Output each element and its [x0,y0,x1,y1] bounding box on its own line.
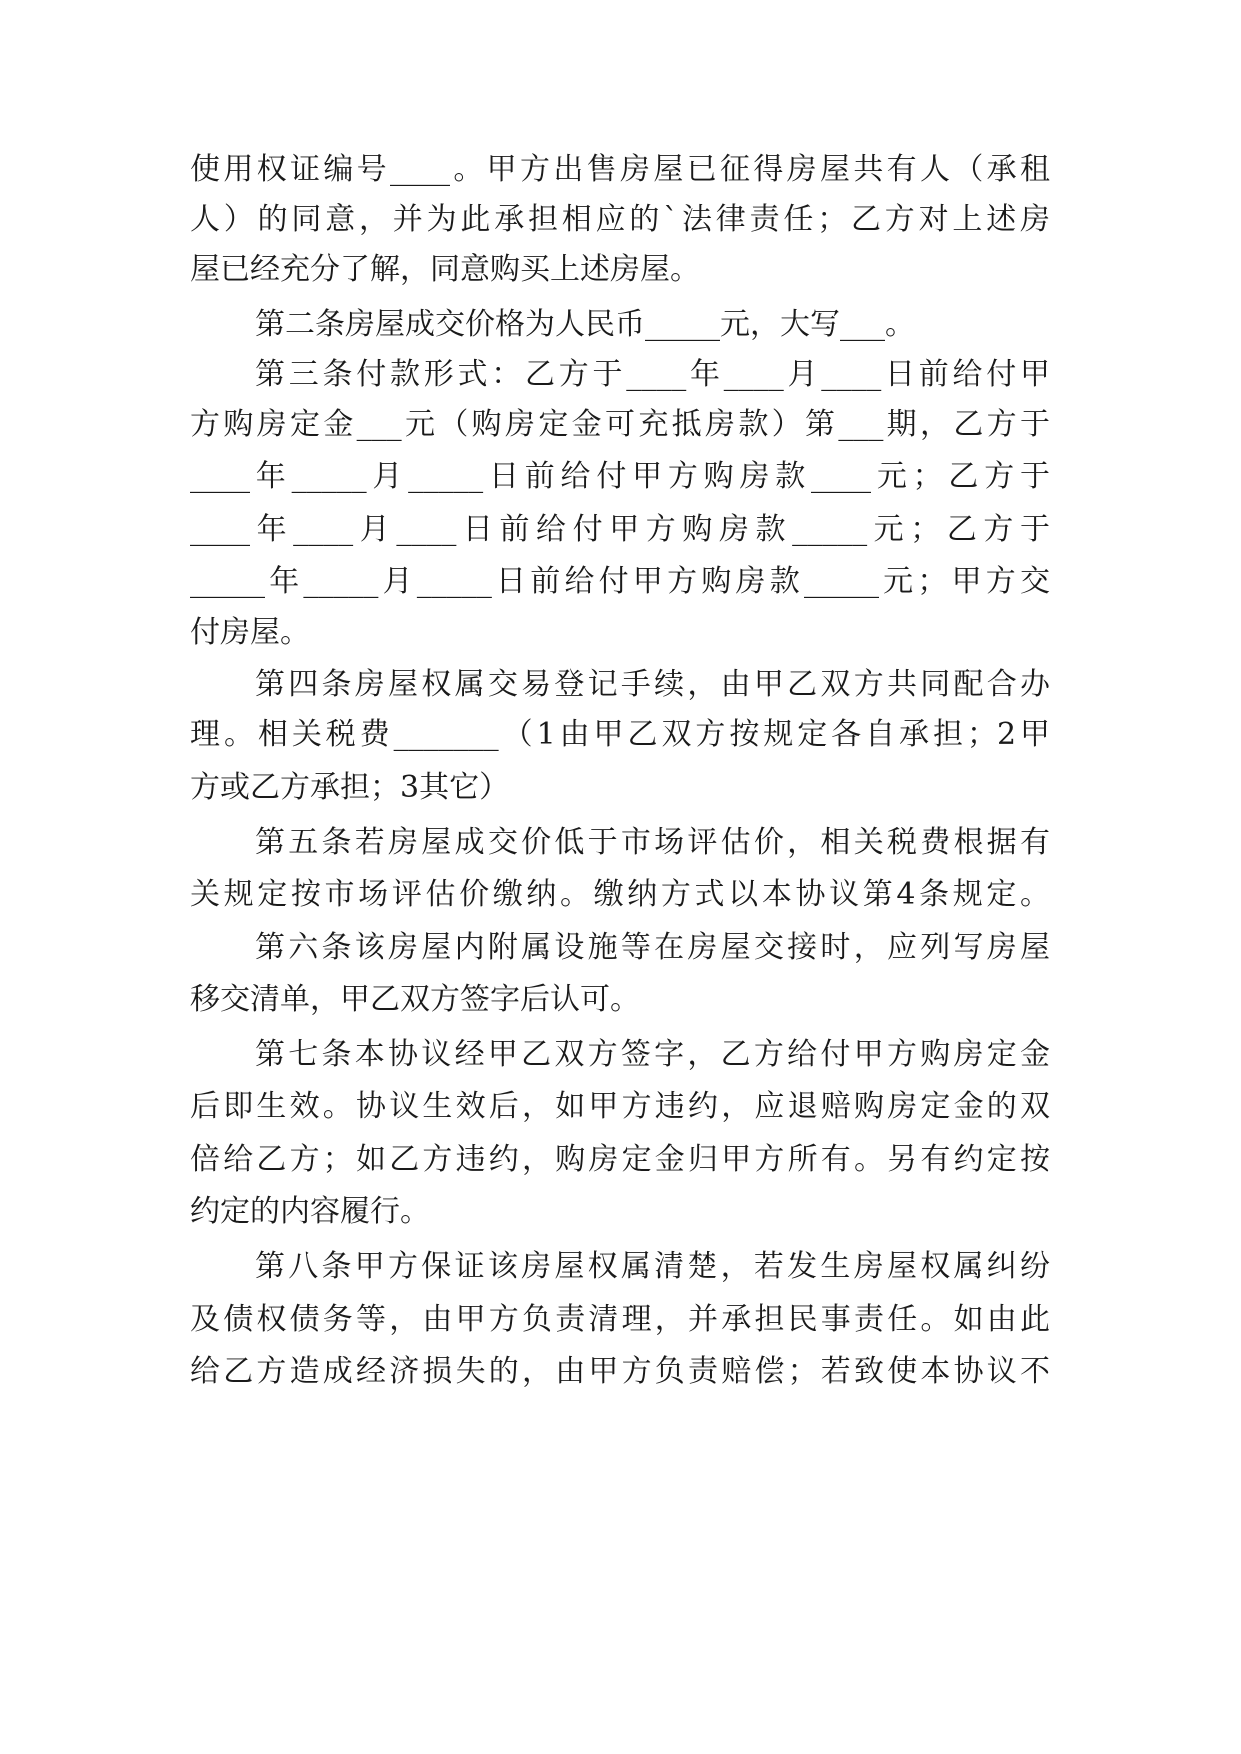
clause-4-line: 第四条房屋权属交易登记手续，由甲乙双方共同配合办 [255,667,1050,702]
text-line: 移交清单，甲乙双方签字后认可。 [190,982,640,1017]
text-line: 付房屋。 [190,615,310,650]
text-line: 屋已经充分了解，同意购买上述房屋。 [190,252,700,287]
text-line: 给乙方造成经济损失的，由甲方负责赔偿；若致使本协议不 [190,1354,1050,1389]
clause-3-line: 第三条付款形式：乙方于____年____月____日前给付甲 [255,357,1050,392]
text-line: 使用权证编号____。甲方出售房屋已征得房屋共有人（承租 [190,152,1050,187]
clause-2-line: 第二条房屋成交价格为人民币_____元，大写___。 [255,307,915,342]
text-line: 倍给乙方；如乙方违约，购房定金归甲方所有。另有约定按 [190,1142,1050,1177]
text-line: 人）的同意，并为此承担相应的`法律责任；乙方对上述房 [190,202,1050,237]
text-line: 关规定按市场评估价缴纳。缴纳方式以本协议第4条规定。 [190,877,1050,912]
clause-8-line: 第八条甲方保证该房屋权属清楚，若发生房屋权属纠纷 [255,1249,1050,1284]
text-line: 后即生效。协议生效后，如甲方违约，应退赔购房定金的双 [190,1089,1050,1124]
text-line: 约定的内容履行。 [190,1194,430,1229]
text-line: _____年_____月_____日前给付甲方购房款_____元；甲方交 [190,564,1050,599]
text-line: 及债权债务等，由甲方负责清理，并承担民事责任。如由此 [190,1302,1050,1337]
text-line: 方购房定金___元（购房定金可充抵房款）第___期，乙方于 [190,407,1050,442]
text-line: 方或乙方承担；3其它） [190,770,510,805]
clause-7-line: 第七条本协议经甲乙双方签字，乙方给付甲方购房定金 [255,1037,1050,1072]
text-line: ____年____月____日前给付甲方购房款_____元；乙方于 [190,512,1050,547]
clause-6-line: 第六条该房屋内附属设施等在房屋交接时，应列写房屋 [255,930,1050,965]
text-line: ____年_____月_____日前给付甲方购房款____元；乙方于 [190,459,1050,494]
text-line: 理。相关税费_______（1由甲乙双方按规定各自承担；2甲 [190,717,1050,752]
clause-5-line: 第五条若房屋成交价低于市场评估价，相关税费根据有 [255,825,1050,860]
